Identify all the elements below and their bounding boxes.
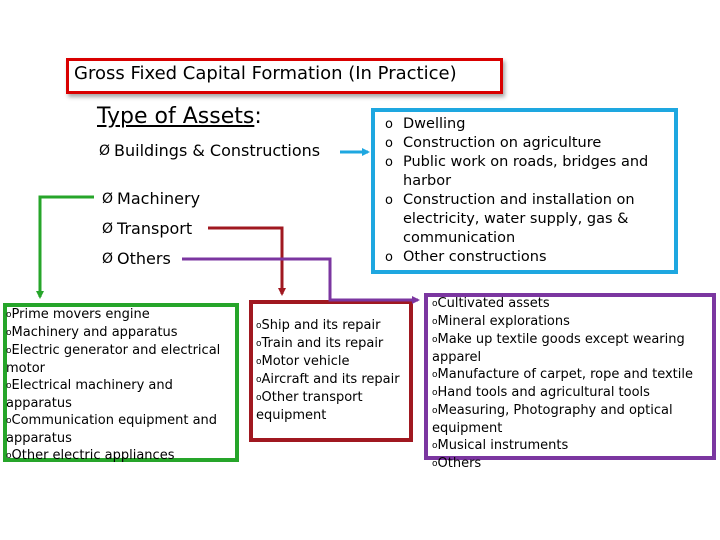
bullet-icon: o <box>432 388 438 398</box>
transport-list <box>256 317 411 424</box>
list-item: oMachinery and apparatus <box>6 325 178 340</box>
bullet-icon: o <box>432 370 438 380</box>
bullet-icon: o <box>432 317 438 327</box>
list-item: oMusical instruments <box>432 438 569 453</box>
bullet-icon: o <box>256 357 262 367</box>
bullet-icon: o <box>432 441 438 451</box>
machinery-connector <box>40 197 94 297</box>
list-item: oMotor vehicle <box>256 354 350 369</box>
bullet-icon: o <box>385 155 393 170</box>
machinery-list <box>6 306 236 465</box>
arrow-bullet-icon: Ø <box>102 250 114 267</box>
bullet-icon: o <box>385 250 393 265</box>
bullet-icon: o <box>6 416 12 426</box>
category-label: Machinery <box>117 189 201 208</box>
bullet-icon: o <box>432 299 438 309</box>
bullet-icon: o <box>256 393 262 403</box>
list-item: oHand tools and agricultural tools <box>432 385 650 400</box>
list-item: oOther transport equipment <box>256 390 363 423</box>
arrow-bullet-icon: Ø <box>102 190 114 207</box>
page-title: Gross Fixed Capital Formation (In Practice) <box>74 63 457 84</box>
bullet-icon: o <box>6 310 12 320</box>
list-item: oPrime movers engine <box>6 307 150 322</box>
bullet-icon: o <box>6 346 12 356</box>
list-item: oElectrical machinery and apparatus <box>6 378 173 411</box>
list-item: oCultivated assets <box>432 296 550 311</box>
bullet-icon: o <box>432 459 438 469</box>
list-item: oAircraft and its repair <box>256 372 400 387</box>
bullet-icon: o <box>385 117 393 132</box>
transport-connector <box>208 228 282 294</box>
bullet-icon: o <box>256 375 262 385</box>
category-label: Transport <box>117 219 193 238</box>
heading-colon: : <box>254 104 262 129</box>
category-label: Buildings & Constructions <box>114 141 321 160</box>
bullet-icon: o <box>432 406 438 416</box>
list-item: oManufacture of carpet, rope and textile <box>432 367 693 382</box>
bullet-icon: o <box>385 136 393 151</box>
list-item: o Construction and installation on electricity, water supply, gas & communication <box>385 192 635 246</box>
list-item: oCommunication equipment and apparatus <box>6 413 218 446</box>
others-connector <box>182 259 418 300</box>
bullet-icon: o <box>6 451 12 461</box>
list-item: oMake up textile goods except wearing apparel <box>432 332 685 365</box>
others-list <box>432 295 714 473</box>
list-item: oMineral explorations <box>432 314 570 329</box>
buildings-list <box>385 115 675 267</box>
bullet-icon: o <box>432 335 438 345</box>
list-item: o Construction on agriculture <box>385 135 602 151</box>
arrow-bullet-icon: Ø <box>99 142 111 159</box>
bullet-icon: o <box>256 339 262 349</box>
bullet-icon: o <box>6 381 12 391</box>
list-item: oTrain and its repair <box>256 336 384 351</box>
list-item: o Public work on roads, bridges and harbor <box>385 154 649 189</box>
arrow-bullet-icon: Ø <box>102 220 114 237</box>
list-item: o Other constructions <box>385 249 547 265</box>
list-item: oOther electric appliances <box>6 448 175 463</box>
list-item: oOthers <box>432 456 482 471</box>
category-label: Others <box>117 249 171 268</box>
bullet-icon: o <box>385 193 393 208</box>
list-item: o Dwelling <box>385 116 466 132</box>
list-item: oShip and its repair <box>256 318 381 333</box>
bullet-icon: o <box>6 328 12 338</box>
list-item: oMeasuring, Photography and optical equipment <box>432 403 673 436</box>
heading-text: Type of Assets <box>97 104 255 129</box>
list-item: oElectric generator and electrical motor <box>6 343 221 376</box>
bullet-icon: o <box>256 321 262 331</box>
